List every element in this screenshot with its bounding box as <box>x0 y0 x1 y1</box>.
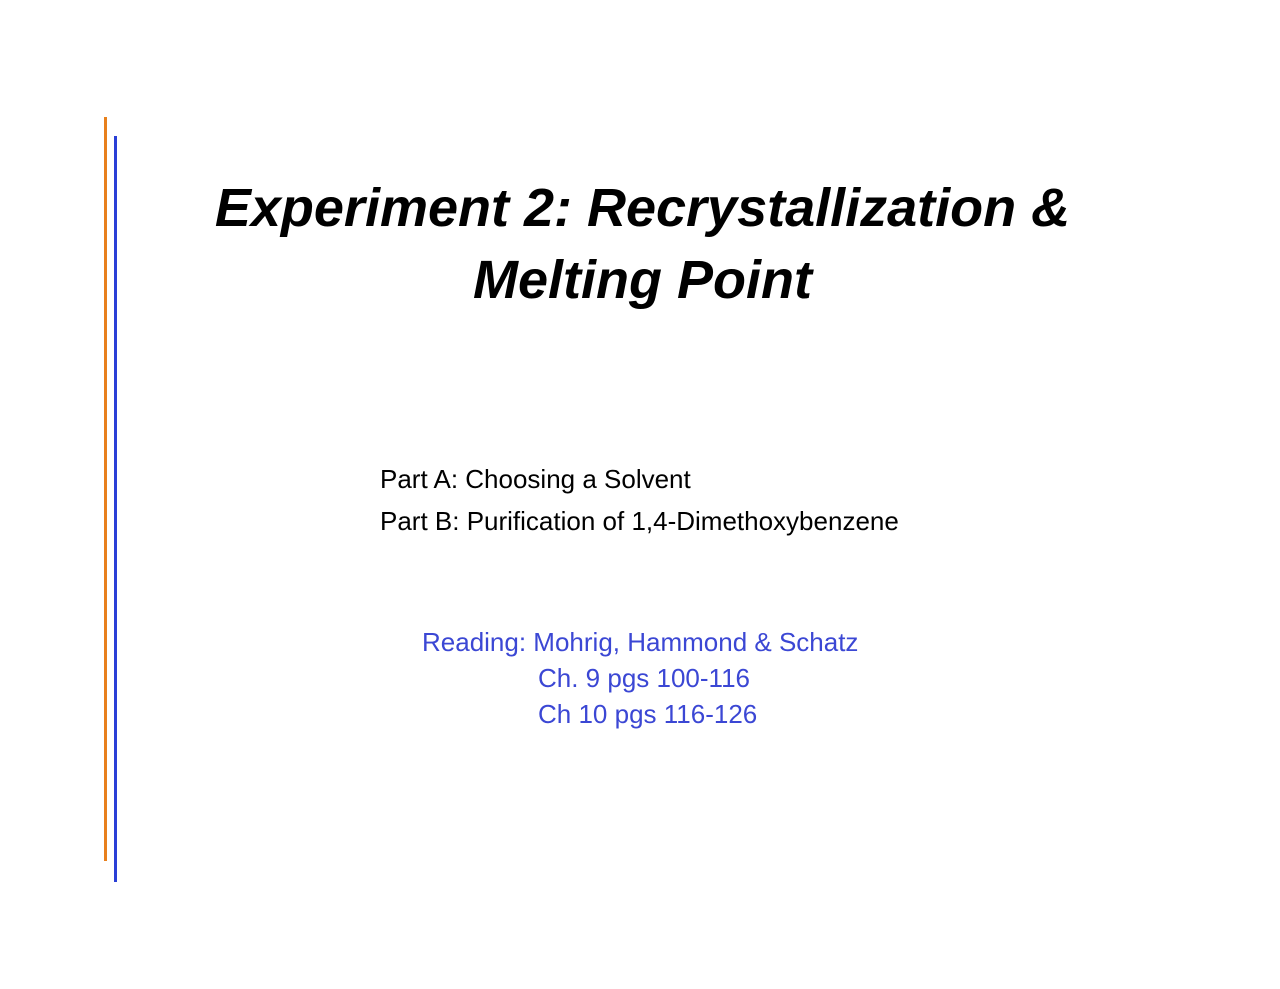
parts-list <box>380 458 899 542</box>
part-b-item: Part B: Purification of 1,4-Dimethoxybenzene <box>380 506 899 536</box>
title-line-2: Melting Point <box>473 250 812 310</box>
reading-line-3: Ch 10 pgs 116-126 <box>538 699 758 729</box>
slide-title <box>130 172 1155 316</box>
reading-block <box>422 624 858 732</box>
blue-vertical-rule <box>114 136 117 882</box>
part-a-item: Part A: Choosing a Solvent <box>380 464 691 494</box>
title-line-1: Experiment 2: Recrystallization & <box>214 178 1071 238</box>
reading-line-2: Ch. 9 pgs 100-116 <box>538 663 750 693</box>
reading-line-1: Reading: Mohrig, Hammond & Schatz <box>422 627 859 657</box>
orange-vertical-rule <box>104 117 107 861</box>
